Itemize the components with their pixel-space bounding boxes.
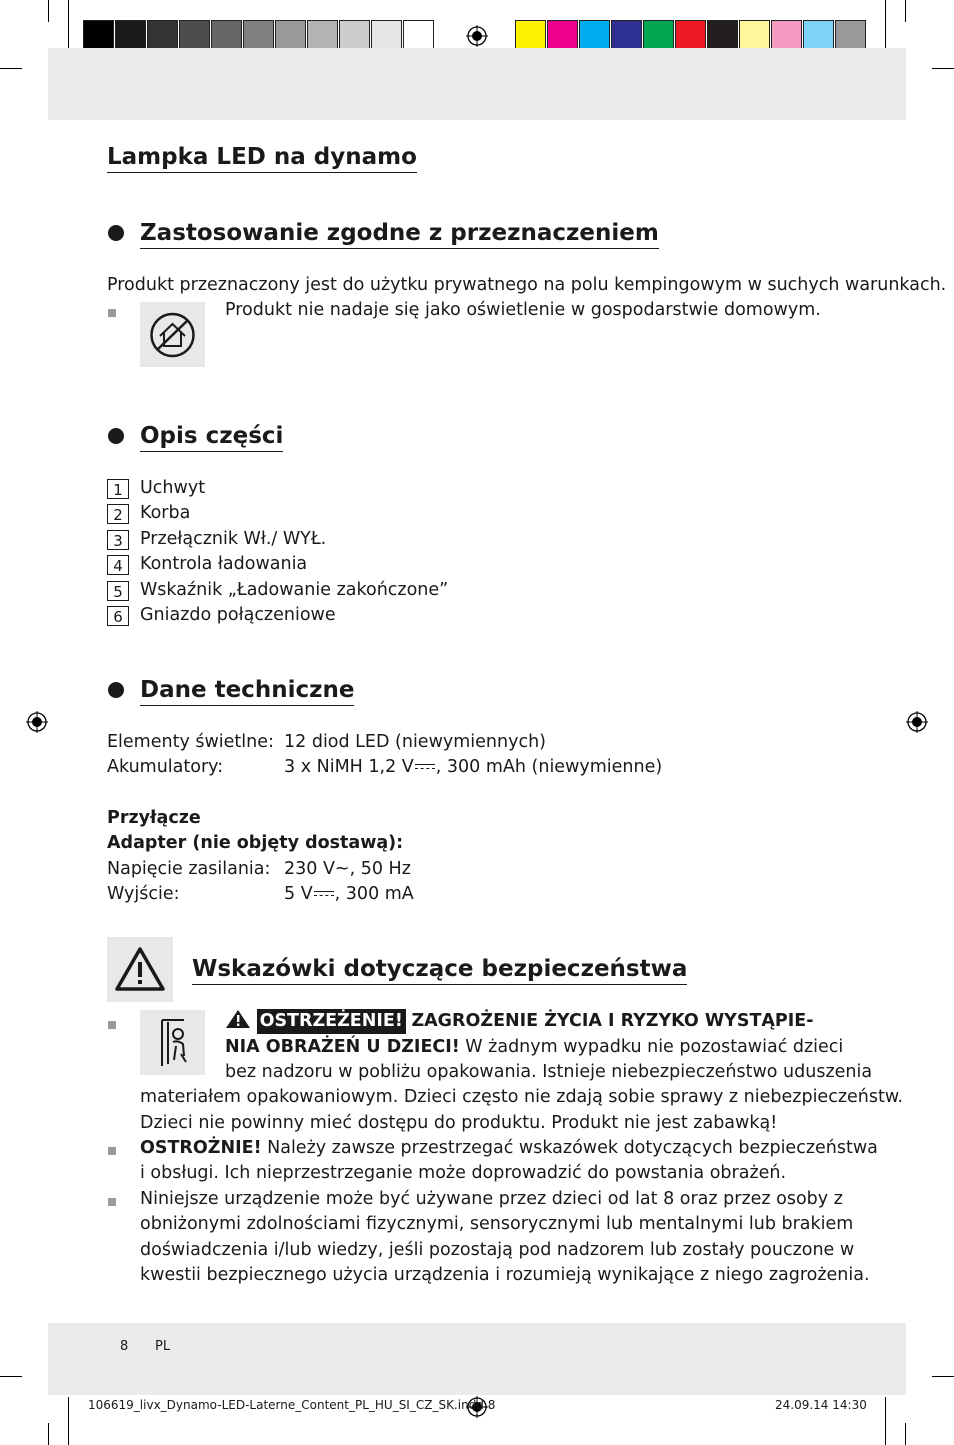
part-label: Wskaźnik „Ładowanie zakończone” <box>140 579 449 600</box>
color-swatch <box>371 20 402 50</box>
section-heading-usage <box>140 220 659 249</box>
crop-mark <box>885 0 886 48</box>
caution-line: i obsługi. Ich nieprzestrzeganie może doprowadzić do powstania obrażeń. <box>140 1163 787 1183</box>
caution-bold-text: OSTROŻNIE! <box>140 1138 262 1158</box>
registration-mark-icon <box>466 25 488 47</box>
crop-mark <box>48 0 49 22</box>
section-heading-text: Opis części <box>140 423 284 449</box>
color-swatch <box>579 20 610 50</box>
spec-label: Wyjście: <box>107 884 180 904</box>
color-swatch <box>275 20 306 50</box>
caution-text: Należy zawsze przestrzegać wskazówek dotyczących bezpieczeństwa <box>261 1138 878 1158</box>
footer-band <box>48 1323 906 1395</box>
spec-label: Akumulatory: <box>107 757 224 777</box>
no-household-icon <box>140 302 205 367</box>
crop-mark <box>905 1423 906 1445</box>
warning-label: OSTRZEŻENIE! <box>257 1009 406 1034</box>
color-swatch <box>675 20 706 50</box>
print-date: 24.09.14 14:30 <box>775 1398 867 1412</box>
caution-line <box>140 1136 878 1161</box>
spec-value-part: 5 V <box>284 884 313 904</box>
crop-mark <box>68 0 69 48</box>
color-swatch <box>403 20 434 50</box>
dc-symbol-icon <box>313 889 335 899</box>
part-number: 4 <box>107 555 129 575</box>
color-swatch <box>515 20 546 50</box>
warning-bold-text: ZAGROŻENIE ŻYCIA I RYZYKO WYSTĄPIE- <box>411 1011 814 1031</box>
spec-value: 12 diod LED (niewymiennych) <box>284 732 546 752</box>
warning-line <box>225 1009 813 1034</box>
part-number: 3 <box>107 530 129 550</box>
spec-label: Napięcie zasilania: <box>107 859 271 879</box>
section-bullet <box>108 682 124 698</box>
spec-value <box>284 755 662 780</box>
spec-value-part: 3 x NiMH 1,2 V <box>284 757 414 777</box>
print-file-name: 106619_livx_Dynamo-LED-Laterne_Content_PL_HU_SI_CZ_SK.indd 8 <box>88 1398 496 1412</box>
page-title <box>107 144 417 173</box>
color-swatch <box>179 20 210 50</box>
color-swatch <box>643 20 674 50</box>
part-label: Gniazdo połączeniowe <box>140 605 336 625</box>
color-swatch <box>211 20 242 50</box>
warning-line: bez nadzoru w pobliżu opakowania. Istnieje niebezpieczeństwo uduszenia <box>225 1062 873 1082</box>
dc-symbol-icon <box>414 762 436 772</box>
page-language: PL <box>155 1339 171 1354</box>
part-number: 1 <box>107 479 129 499</box>
page-number: 8 <box>120 1339 129 1354</box>
part-label: Korba <box>140 503 191 524</box>
header-band <box>48 48 906 120</box>
section-heading-safety <box>192 956 687 985</box>
kids-line: Niniejsze urządzenie może być używane przez dzieci od lat 8 oraz przez osoby z <box>140 1189 843 1209</box>
color-swatch <box>243 20 274 50</box>
section-bullet <box>108 225 124 241</box>
spec-value-part: , 300 mA <box>334 884 414 904</box>
color-swatch <box>835 20 866 50</box>
usage-text: Produkt przeznaczony jest do użytku prywatnego na polu kempingowym w suchych warunkach. <box>107 275 947 295</box>
registration-mark-icon <box>906 711 928 733</box>
part-label: Przełącznik Wł./ WYŁ. <box>140 528 327 549</box>
crop-mark <box>0 1376 22 1377</box>
kids-line: kwestii bezpiecznego użycia urządzenia i rozumieją wynikające z niego zagrożenia. <box>140 1265 870 1285</box>
kids-line: doświadczenia i/lub wiedzy, jeśli pozostają pod nadzorem lub zostały pouczone w <box>140 1240 855 1260</box>
crop-mark <box>905 0 906 22</box>
color-swatch <box>339 20 370 50</box>
spec-value <box>284 882 414 907</box>
color-swatch <box>147 20 178 50</box>
warning-line <box>225 1035 843 1060</box>
kids-line: obniżonymi zdolnościami fizycznymi, sensorycznymi lub mentalnymi lub brakiem <box>140 1214 854 1234</box>
crop-mark <box>885 1397 886 1445</box>
color-swatch <box>307 20 338 50</box>
section-bullet <box>108 428 124 444</box>
page-title-text: Lampka LED na dynamo <box>107 144 417 170</box>
section-heading-text: Zastosowanie zgodne z przeznaczeniem <box>140 220 659 246</box>
child-packaging-icon <box>140 1010 205 1075</box>
color-swatch <box>803 20 834 50</box>
part-label: Kontrola ładowania <box>140 554 308 575</box>
color-swatch <box>739 20 770 50</box>
section-heading-text: Dane techniczne <box>140 677 355 703</box>
usage-bullet-text: Produkt nie nadaje się jako oświetlenie w gospodarstwie domowym. <box>225 300 821 320</box>
color-swatch <box>771 20 802 50</box>
part-number: 5 <box>107 581 129 601</box>
registration-mark-icon <box>26 711 48 733</box>
spec-subheading-text: Adapter (nie objęty dostawą): <box>107 833 404 853</box>
crop-mark <box>68 1397 69 1445</box>
spec-value: 230 V~, 50 Hz <box>284 859 411 879</box>
warning-line: Dzieci nie powinny mieć dostępu do produktu. Produkt nie jest zabawką! <box>140 1113 778 1133</box>
list-bullet <box>108 1021 116 1029</box>
warning-line: materiałem opakowaniowym. Dzieci często nie zdają sobie sprawy z niebezpieczeństw. <box>140 1087 904 1107</box>
spec-subheading-text: Przyłącze <box>107 808 201 828</box>
small-warning-icon <box>225 1009 251 1029</box>
color-swatch <box>547 20 578 50</box>
list-bullet <box>108 1198 116 1206</box>
warning-text: W żadnym wypadku nie pozostawiać dzieci <box>459 1037 844 1057</box>
color-swatch <box>83 20 114 50</box>
section-heading-text: Wskazówki dotyczące bezpieczeństwa <box>192 956 688 982</box>
spec-subheading <box>107 831 403 856</box>
spec-value-part: , 300 mAh (niewymienne) <box>435 757 663 777</box>
list-bullet <box>108 1147 116 1155</box>
part-number: 2 <box>107 504 129 524</box>
warning-bold-text: NIA OBRAŻEŃ U DZIECI! <box>225 1037 460 1057</box>
part-label: Uchwyt <box>140 478 206 498</box>
crop-mark <box>0 68 22 69</box>
color-swatch <box>115 20 146 50</box>
section-heading-parts <box>140 423 283 452</box>
spec-label: Elementy świetlne: <box>107 732 274 752</box>
section-heading-tech <box>140 677 354 706</box>
warning-triangle-icon <box>107 937 173 1002</box>
color-swatch <box>611 20 642 50</box>
spec-subheading <box>107 806 201 831</box>
list-bullet <box>108 309 116 317</box>
crop-mark <box>48 1423 49 1445</box>
crop-mark <box>932 68 954 69</box>
crop-mark <box>932 1376 954 1377</box>
color-swatch <box>707 20 738 50</box>
part-number: 6 <box>107 606 129 626</box>
